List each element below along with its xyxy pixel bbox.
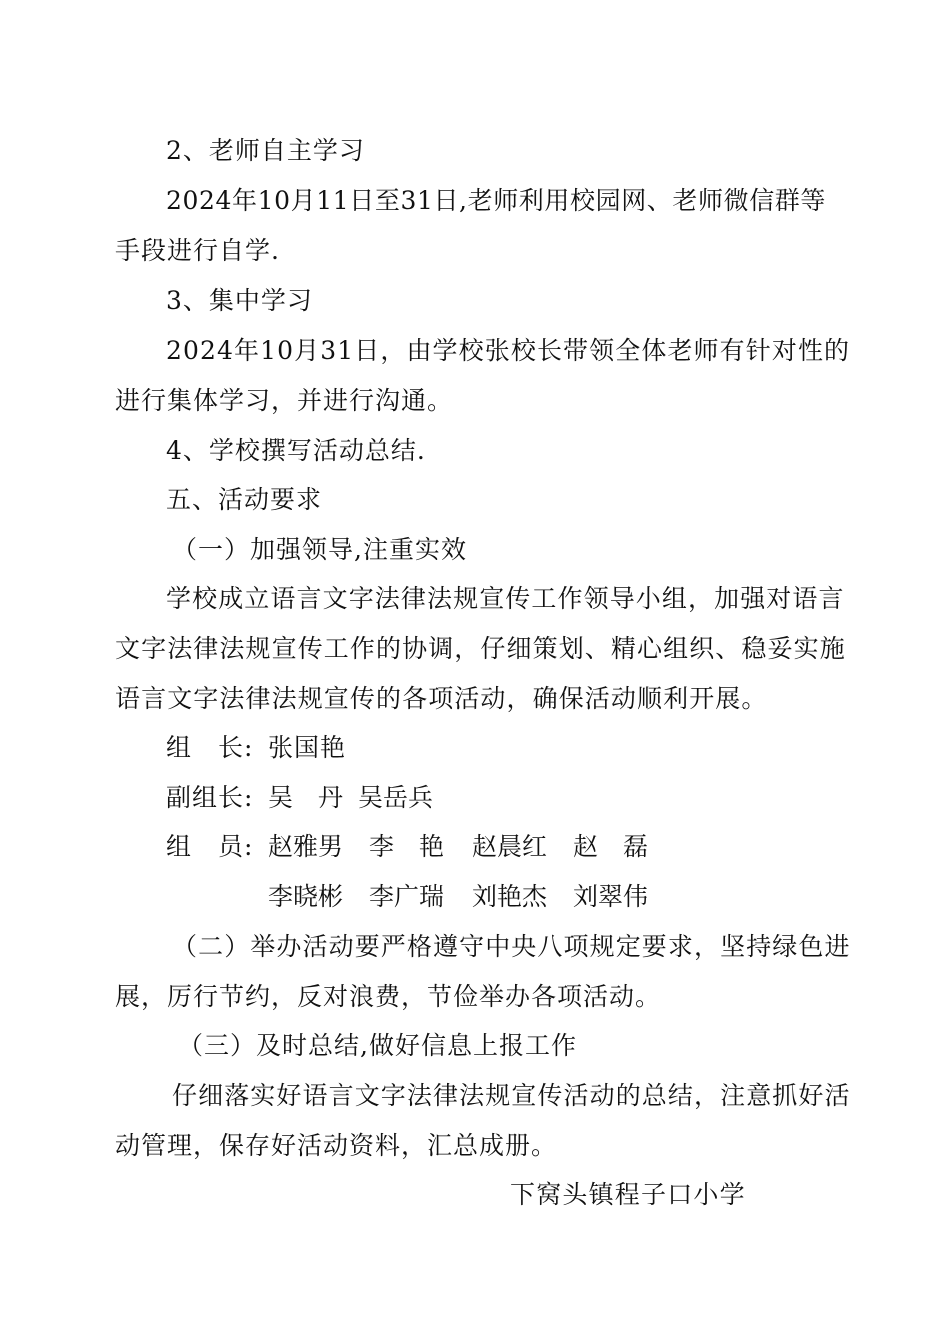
paragraph-line: （二）举办活动要严格遵守中央八项规定要求，坚持绿色进	[172, 932, 851, 961]
section-heading-self-study: 2、老师自主学习	[166, 136, 365, 165]
paragraph-line: 展，厉行节约，反对浪费，节俭举办各项活动。	[115, 982, 662, 1011]
leader-role-label: 组 长:	[166, 733, 254, 762]
paragraph-line: 语言文字法律法规宣传的各项活动，确保活动顺利开展。	[115, 684, 768, 713]
paragraph-line: 手段进行自学.	[115, 236, 280, 265]
paragraph-line: 文字法律法规宣传工作的协调，仔细策划、精心组织、稳妥实施	[115, 634, 846, 663]
member-name: 李 艳	[369, 832, 445, 861]
member-name: 赵 磊	[573, 832, 649, 861]
section-heading-requirements: 五、活动要求	[166, 485, 323, 514]
section-heading-summary: 4、学校撰写活动总结.	[166, 436, 426, 465]
member-role-label: 组 员:	[166, 832, 254, 861]
paragraph-line: 仔细落实好语言文字法律法规宣传活动的总结，注意抓好活	[172, 1081, 851, 1110]
deputy-name: 吴岳兵	[358, 783, 434, 812]
paragraph-line: 进行集体学习，并进行沟通。	[115, 386, 454, 415]
subheading-report: （三）及时总结,做好信息上报工作	[178, 1031, 577, 1060]
paragraph-line: 动管理，保存好活动资料，汇总成册。	[115, 1131, 558, 1160]
signature: 下窝头镇程子口小学	[510, 1180, 746, 1209]
paragraph-line: 2024年10月11日至31日,老师利用校园网、老师微信群等	[166, 186, 827, 215]
member-name: 李晓彬	[268, 882, 344, 911]
deputy-role-label: 副组长:	[166, 783, 254, 812]
member-name: 赵雅男	[268, 832, 344, 861]
member-name: 赵晨红	[472, 832, 548, 861]
member-name: 李广瑞	[369, 882, 445, 911]
member-name: 刘翠伟	[573, 882, 649, 911]
paragraph-line: 学校成立语言文字法律法规宣传工作领导小组，加强对语言	[166, 584, 845, 613]
leader-name: 张国艳	[268, 733, 347, 762]
section-heading-group-study: 3、集中学习	[166, 286, 313, 315]
paragraph-line: 2024年10月31日，由学校张校长带领全体老师有针对性的	[166, 336, 851, 365]
subheading-leadership: （一）加强领导,注重实效	[172, 535, 467, 564]
member-name: 刘艳杰	[472, 882, 548, 911]
deputy-name: 吴 丹	[268, 783, 344, 812]
